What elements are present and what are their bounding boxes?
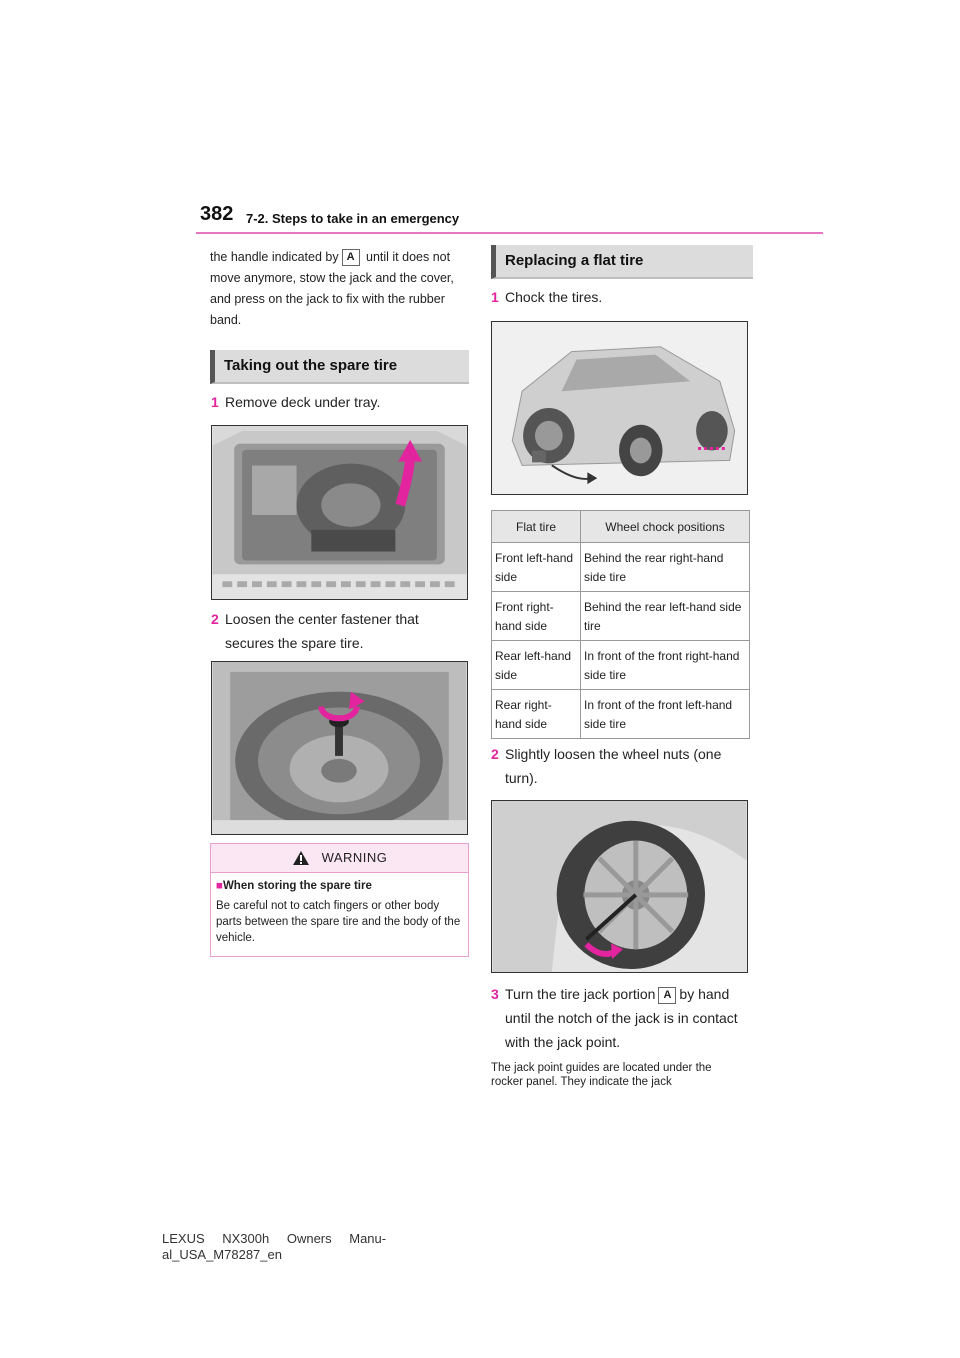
trunk-deck-illustration: [212, 426, 467, 599]
table-header-row: [492, 511, 750, 543]
step-turn-jack: [491, 982, 753, 1054]
heading-text: Replacing a flat tire: [505, 252, 644, 269]
step-number: 2: [211, 611, 219, 627]
warning-triangle-icon: [292, 850, 310, 866]
continuation-text-start: the handle indicated by: [210, 250, 339, 264]
step-loosen-nuts: [491, 742, 753, 790]
heading-text: Taking out the spare tire: [224, 357, 398, 374]
warning-title-text: When storing the spare tire: [222, 880, 372, 892]
table-cell: In front of the front right-hand side tire: [581, 641, 750, 690]
step-text: Loosen the center fastener that secures the spare tire.: [225, 611, 419, 651]
footer: [162, 1231, 386, 1263]
heading-replacing-flat: [491, 245, 753, 279]
table-cell: Behind the rear left-hand side tire: [581, 592, 750, 641]
figure-chocked-vehicle: [491, 321, 748, 495]
table-cell: Rear right-hand side: [492, 690, 581, 739]
heading-taking-out-spare: [210, 350, 469, 384]
marker-a: A: [342, 249, 360, 266]
table-cell: Rear left-hand side: [492, 641, 581, 690]
jack-point-note: The jack point guides are located under the rocker panel. They indicate the jack: [491, 1062, 712, 1088]
figure-trunk-deck: [211, 425, 468, 600]
step-text: Chock the tires.: [505, 289, 603, 305]
continuation-text-end: until it does not move anymore, stow the jack and the cover, and press on the jack to fix with the rubber band.: [210, 250, 454, 327]
page-number: 382: [200, 203, 234, 225]
step-chock-tires: [491, 285, 753, 309]
table-cell: In front of the front left-hand side tire: [581, 690, 750, 739]
marker-a: A: [658, 987, 676, 1004]
header-rule: [196, 232, 823, 234]
warning-text: Be careful not to catch fingers or other body parts between the spare tire and the body of the vehicle.: [216, 900, 461, 944]
table-header-flat-tire: Flat tire: [492, 511, 581, 543]
warning-header: [211, 844, 468, 873]
table-cell: Front right-hand side: [492, 592, 581, 641]
footer-line-2: al_USA_M78287_en: [162, 1247, 282, 1262]
spare-fastener-illustration: [212, 662, 467, 834]
table-row: [492, 641, 750, 690]
table-cell: Behind the rear right-hand side tire: [581, 543, 750, 592]
warning-bullet: ■: [216, 880, 223, 892]
step-number: 1: [491, 289, 499, 305]
wheel-chock-table: [491, 510, 750, 739]
figure-loosen-nuts: [491, 800, 748, 973]
step-text-end: by hand until the notch of the jack is in contact with the jack point.: [505, 986, 738, 1050]
footer-line-1: LEXUS NX300h Owners Manu-: [162, 1231, 387, 1246]
section-title: 7-2. Steps to take in an emergency: [246, 211, 460, 226]
step-text: Slightly loosen the wheel nuts (one turn).: [505, 746, 722, 786]
step-text: Remove deck under tray.: [225, 394, 381, 410]
step-remove-deck: [211, 390, 469, 414]
figure-spare-fastener: [211, 661, 468, 835]
step-number: 3: [491, 986, 499, 1002]
loosen-nuts-illustration: [492, 801, 747, 972]
table-cell: Front left-hand side: [492, 543, 581, 592]
continuation-paragraph: [210, 247, 468, 331]
warning-box: [210, 843, 469, 957]
table-row: [492, 592, 750, 641]
warning-title: [211, 873, 468, 892]
step-number: 2: [491, 746, 499, 762]
table-header-chock-positions: Wheel chock positions: [581, 511, 750, 543]
step-text-start: Turn the tire jack portion: [505, 986, 656, 1002]
table-row: [492, 543, 750, 592]
table-row: [492, 690, 750, 739]
step-loosen-fastener: [211, 607, 469, 655]
chocked-vehicle-illustration: [492, 322, 747, 494]
step-number: 1: [211, 394, 219, 410]
warning-label: WARNING: [321, 850, 388, 865]
